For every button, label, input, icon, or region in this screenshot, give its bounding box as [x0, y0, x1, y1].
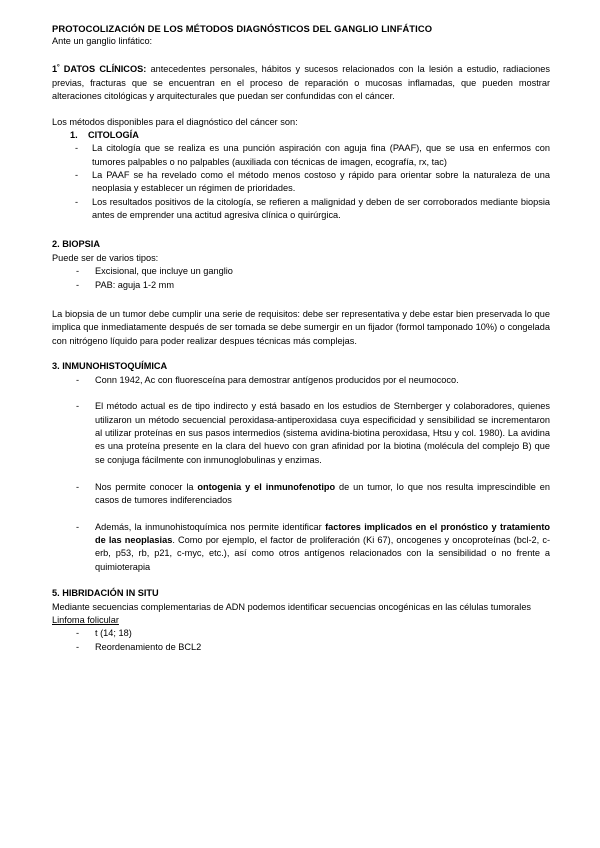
list-item: - Los resultados positivos de la citología, se refieren a malignidad y deben de ser corroborados mediante biopsia antes de emprender una actitud agresiva clínica o quirúrgica. — [92, 196, 550, 223]
section-3-bullets — [52, 374, 550, 574]
spacer — [52, 348, 550, 361]
document-title: PROTOCOLIZACIÓN DE LOS MÉTODOS DIAGNÓSTICOS DEL GANGLIO LINFÁTICO — [52, 23, 433, 34]
list-item-emphasis: ontogenia y el inmunofenotipo — [197, 481, 336, 492]
section-1-heading: CITOLOGÍA — [88, 130, 139, 141]
section-2-intro: Puede ser de varios tipos: — [52, 252, 159, 263]
spacer — [52, 222, 550, 238]
list-item: - La citología que se realiza es una punción aspiración con aguja fina (PAAF), que se usa en enfermos con tumores palpables o no palpables (auxiliada con técnicas de imagen, ecografía, rx, tac) — [92, 142, 550, 169]
list-item: - Excisional, que incluye un ganglio — [95, 265, 550, 278]
section-2-heading: 2. BIOPSIA — [52, 239, 100, 250]
methods-intro: Los métodos disponibles para el diagnóstico del cáncer son: — [52, 116, 298, 127]
clinical-data-label-ordinal: º — [57, 64, 60, 72]
spacer — [52, 103, 550, 116]
spacer — [52, 49, 550, 62]
list-item-text-pre: Nos permite conocer la — [95, 481, 198, 492]
list-item: - La PAAF se ha revelado como el método menos costoso y rápido para orientar sobre la naturaleza de una neoplasia y establecer un régimen de prioridades. — [92, 169, 550, 196]
section-1-bullets — [52, 142, 550, 222]
list-item-text-post: . Como por ejemplo, el factor de proliferación (Ki 67), oncogenes y oncoproteínas (bcl-2, c-erb, p53, rb, p21, c-myc, etc.), así como otros antígenos relacionados con la sensibilidad o no frente a quimioterapia — [95, 534, 551, 572]
list-item: - t (14; 18) — [95, 627, 550, 640]
section-1-number-list — [52, 129, 550, 142]
spacer — [52, 574, 550, 587]
list-item — [95, 481, 550, 508]
intro-line: Ante un ganglio linfático: — [52, 36, 153, 47]
list-item-emphasis: factores implicados en el pronóstico y tratamiento de las neoplasias — [95, 521, 550, 545]
section-5-paragraph: Mediante secuencias complementarias de ADN podemos identificar secuencias oncogénicas en las células tumorales — [52, 601, 532, 612]
section-5-heading: 5. HIBRIDACIÓN IN SITU — [52, 588, 159, 599]
clinical-data-paragraph — [52, 61, 550, 103]
list-item: - Reordenamiento de BCL2 — [95, 641, 550, 654]
list-item: - PAB: aguja 1-2 mm — [95, 279, 550, 292]
section-5-subheading: Linfoma folicular — [52, 615, 119, 626]
clinical-data-label-number: 1 — [52, 64, 58, 75]
list-item-text-post: de un tumor, lo que nos resulta imprescindible en casos de tumores indiferenciados — [95, 481, 550, 505]
section-2-paragraph: La biopsia de un tumor debe cumplir una serie de requisitos: debe ser representativa y debe estar bien preservada lo que implica que inmediatamente después de ser tomada se debe sumergir en un fijador (formol tamponado 10%) o congelada con nitrógeno líquido para poder realizar despues técnicas más complejas. — [52, 308, 550, 346]
clinical-data-text: antecedentes personales, hábitos y sucesos relacionados con la lesión a estudio, radiaciones previas, fracturas que se encuentran en el proceso de reparación o mucosas inflamadas, que pueden mostrar alteraciones citológicas y arquitecturales que puedan ser confundidas con el cáncer. — [52, 64, 550, 101]
clinical-data-label — [52, 64, 146, 74]
list-item: - El método actual es de tipo indirecto y está basado en los estudios de Sternberger y colaboradores, quienes utilizaron un método secuencial peroxidasa-antiperoxidasa cuya especificidad y sensibilidad se incrementaron al utilizar proteínas en sus pasos intermedios (sistema avidina-biotina peroxidasa, Htsu y col. 1980). La avidina es una proteína presente en la clara del huevo con gran afinidad por la biotina (molécula del complejo B) que se conjuga fácilmente con inmunoglobulinas y enzimas. — [95, 400, 550, 467]
section-3-heading: 3. INMUNOHISTOQUÍMICA — [52, 361, 168, 372]
list-item — [95, 521, 550, 574]
document-body — [52, 22, 550, 654]
section-2-bullets — [52, 265, 550, 292]
list-item: - Conn 1942, Ac con fluoresceína para demostrar antígenos producidos por el neumococo. — [95, 374, 550, 387]
section-5-bullets — [52, 627, 550, 654]
spacer — [52, 292, 550, 308]
clinical-data-label-text: DATOS CLÍNICOS: — [59, 64, 147, 75]
list-item-text-pre: Además, la inmunohistoquímica nos permite identificar — [95, 521, 326, 532]
